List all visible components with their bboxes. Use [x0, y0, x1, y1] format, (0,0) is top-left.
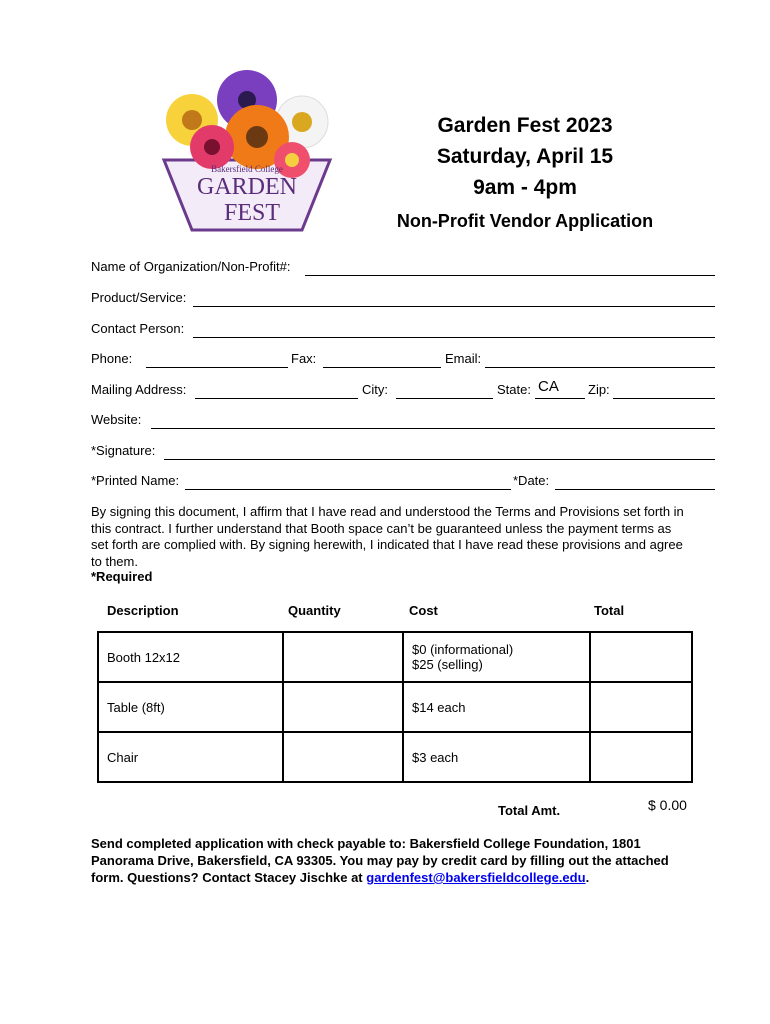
signature-field[interactable]	[164, 459, 715, 460]
organization-row	[91, 259, 715, 277]
cost-line: $0 (informational)	[412, 642, 514, 657]
cost-cell	[403, 632, 590, 682]
date-label: *Date:	[513, 473, 550, 488]
date-field[interactable]	[555, 489, 715, 490]
col-header-total: Total	[594, 603, 625, 618]
phone-label: Phone:	[91, 351, 133, 366]
printed-name-row	[91, 473, 715, 491]
quantity-cell[interactable]	[283, 682, 403, 732]
contact-field[interactable]	[193, 337, 715, 338]
table-row	[98, 732, 692, 782]
city-field[interactable]	[396, 398, 493, 399]
contact-row	[91, 321, 715, 339]
affirmation-text: By signing this document, I affirm that I have read and understood the Terms and Provisions set forth in this contract. I further understand that Booth space can’t be guaranteed unless the payment terms as set forth are complied with. By signing herewith, I indicated that I have read these provisions and agree to them.	[91, 504, 684, 569]
organization-field[interactable]	[305, 275, 715, 276]
printed-name-field[interactable]	[185, 489, 511, 490]
product-row	[91, 290, 715, 308]
total-amount-value[interactable]: $ 0.00	[648, 797, 687, 813]
event-time: 9am - 4pm	[473, 176, 577, 199]
phone-row	[91, 351, 715, 369]
quantity-cell[interactable]	[283, 632, 403, 682]
submission-instructions	[91, 835, 691, 886]
website-label: Website:	[91, 412, 142, 427]
garden-fest-logo	[152, 62, 342, 234]
email-label: Email:	[445, 351, 482, 366]
email-field[interactable]	[485, 367, 715, 368]
logo-small-text: Bakersfield College	[211, 164, 283, 174]
flower-icon	[190, 125, 234, 169]
mailing-row	[91, 378, 715, 400]
table-row	[98, 632, 692, 682]
zip-field[interactable]	[613, 398, 715, 399]
city-label: City:	[362, 382, 388, 397]
description-cell: Booth 12x12	[98, 632, 283, 682]
page-title-block	[370, 110, 680, 232]
footer-end: .	[585, 870, 590, 885]
description-cell: Table (8ft)	[98, 682, 283, 732]
website-field[interactable]	[151, 428, 715, 429]
logo-word-garden: GARDEN	[197, 174, 297, 200]
logo-word-fest: FEST	[223, 200, 281, 226]
contact-label: Contact Person:	[91, 321, 185, 336]
phone-field[interactable]	[146, 367, 288, 368]
printed-name-label: *Printed Name:	[91, 473, 180, 488]
state-field[interactable]	[535, 398, 585, 399]
col-header-cost: Cost	[409, 603, 438, 618]
product-label: Product/Service:	[91, 290, 187, 305]
required-note: *Required	[91, 569, 153, 584]
zip-label: Zip:	[588, 382, 610, 397]
quantity-cell[interactable]	[283, 732, 403, 782]
total-cell[interactable]	[590, 632, 692, 682]
items-table	[97, 631, 693, 783]
footer-text: Send completed application with check payable to: Bakersfield College Foundation, 1801 Panorama Drive, Bakersfield, CA 93305. You may pay by credit card by filling out the attached form. Questions? Contact Stacey Jischke at	[91, 836, 669, 885]
website-row	[91, 412, 715, 430]
cost-line: $25 (selling)	[412, 657, 483, 672]
description-cell: Chair	[98, 732, 283, 782]
cost-cell: $14 each	[403, 682, 590, 732]
fax-label: Fax:	[291, 351, 317, 366]
mailing-label: Mailing Address:	[91, 382, 187, 397]
total-amount-label: Total Amt.	[498, 803, 561, 818]
state-value: CA	[538, 378, 559, 395]
product-field[interactable]	[193, 306, 715, 307]
fax-field[interactable]	[323, 367, 441, 368]
organization-label: Name of Organization/Non-Profit#:	[91, 259, 291, 274]
total-cell[interactable]	[590, 732, 692, 782]
signature-label: *Signature:	[91, 443, 156, 458]
cost-cell: $3 each	[403, 732, 590, 782]
contact-email-link[interactable]: gardenfest@bakersfieldcollege.edu	[366, 870, 586, 885]
state-label: State:	[497, 382, 531, 397]
total-cell[interactable]	[590, 682, 692, 732]
col-header-quantity: Quantity	[288, 603, 341, 618]
table-row	[98, 682, 692, 732]
col-header-description: Description	[107, 603, 179, 618]
form-subtitle: Non-Profit Vendor Application	[396, 211, 654, 231]
event-title: Garden Fest 2023	[437, 114, 613, 137]
signature-row	[91, 443, 715, 461]
mailing-address-field[interactable]	[195, 398, 358, 399]
event-date: Saturday, April 15	[436, 145, 614, 168]
